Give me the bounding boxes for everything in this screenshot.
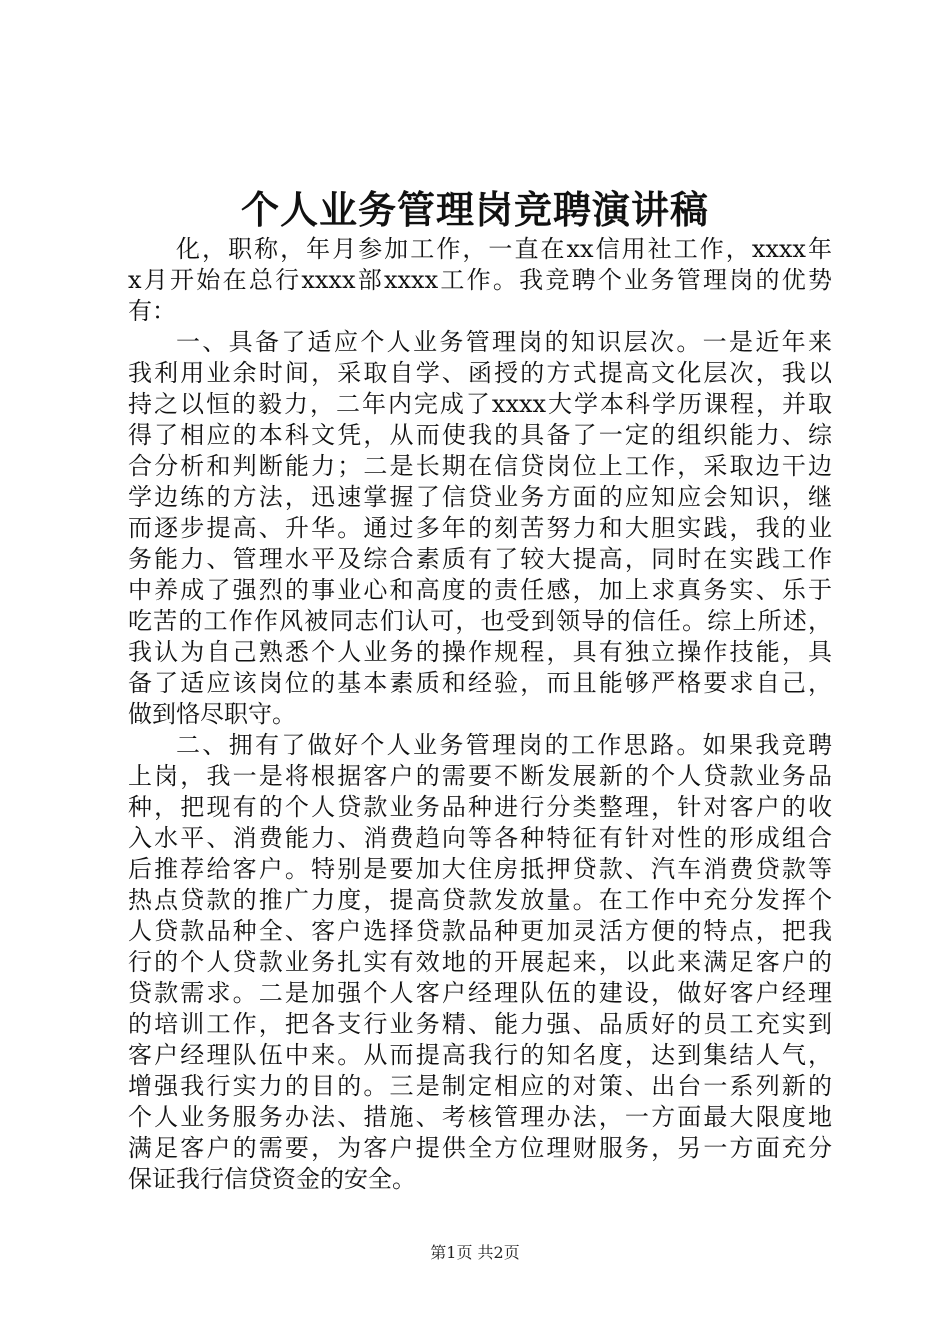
body-line: x月开始在总行xxxx部xxxx工作。我竞聘个业务管理岗的优势: [128, 266, 832, 294]
body-line: 得了相应的本科文凭，从而使我的具备了一定的组织能力、综: [128, 421, 832, 449]
body-line: 满足客户的需要，为客户提供全方位理财服务，另一方面充分: [128, 1134, 832, 1162]
body-line: 务能力、管理水平及综合素质有了较大提高，同时在实践工作: [128, 545, 832, 573]
body-line: 中养成了强烈的事业心和高度的责任感，加上求真务实、乐于: [128, 576, 832, 604]
body-line: 种，把现有的个人贷款业务品种进行分类整理，针对客户的收: [128, 793, 832, 821]
body-line: 二、拥有了做好个人业务管理岗的工作思路。如果我竞聘: [176, 731, 832, 759]
body-line: 客户经理队伍中来。从而提高我行的知名度，达到集结人气，: [128, 1041, 832, 1069]
body-line: 合分析和判断能力；二是长期在信贷岗位上工作，采取边干边: [128, 452, 832, 480]
page-number-footer: 第1页 共2页: [430, 1243, 520, 1262]
document-title: 个人业务管理岗竞聘演讲稿: [240, 187, 709, 232]
body-line: 行的个人贷款业务扎实有效地的开展起来，以此来满足客户的: [128, 948, 832, 976]
document-body: [128, 234, 832, 1195]
body-line: 持之以恒的毅力，二年内完成了xxxx大学本科学历课程，并取: [128, 390, 832, 418]
body-line: 吃苦的工作作风被同志们认可，也受到领导的信任。综上所述，: [128, 607, 832, 635]
body-line: 有：: [128, 297, 176, 325]
body-line: 增强我行实力的目的。三是制定相应的对策、出台一系列新的: [128, 1072, 832, 1100]
body-line: 的培训工作，把各支行业务精、能力强、品质好的员工充实到: [128, 1010, 832, 1038]
body-line: 贷款需求。二是加强个人客户经理队伍的建设，做好客户经理: [128, 979, 832, 1007]
body-line: 热点贷款的推广力度，提高贷款发放量。在工作中充分发挥个: [128, 886, 832, 914]
body-line: 我认为自己熟悉个人业务的操作规程，具有独立操作技能，具: [128, 638, 832, 666]
body-line: 后推荐给客户。特别是要加大住房抵押贷款、汽车消费贷款等: [128, 855, 832, 883]
body-line: 备了适应该岗位的基本素质和经验，而且能够严格要求自己，: [128, 669, 832, 697]
body-line: 入水平、消费能力、消费趋向等各种特征有针对性的形成组合: [128, 824, 832, 852]
body-line: 个人业务服务办法、措施、考核管理办法，一方面最大限度地: [128, 1103, 832, 1131]
body-line: 保证我行信贷资金的安全。: [128, 1165, 416, 1193]
body-line: 而逐步提高、升华。通过多年的刻苦努力和大胆实践，我的业: [128, 514, 832, 542]
body-line: 上岗，我一是将根据客户的需要不断发展新的个人贷款业务品: [128, 762, 832, 790]
body-line: 做到恪尽职守。: [128, 700, 296, 728]
body-line: 学边练的方法，迅速掌握了信贷业务方面的应知应会知识，继: [128, 483, 832, 511]
body-line: 人贷款品种全、客户选择贷款品种更加灵活方便的特点，把我: [128, 917, 832, 945]
body-line: 化，职称，年月参加工作，一直在xx信用社工作，xxxx年: [176, 235, 832, 263]
body-line: 我利用业余时间，采取自学、函授的方式提高文化层次，我以: [128, 359, 832, 387]
body-line: 一、具备了适应个人业务管理岗的知识层次。一是近年来: [176, 328, 832, 356]
